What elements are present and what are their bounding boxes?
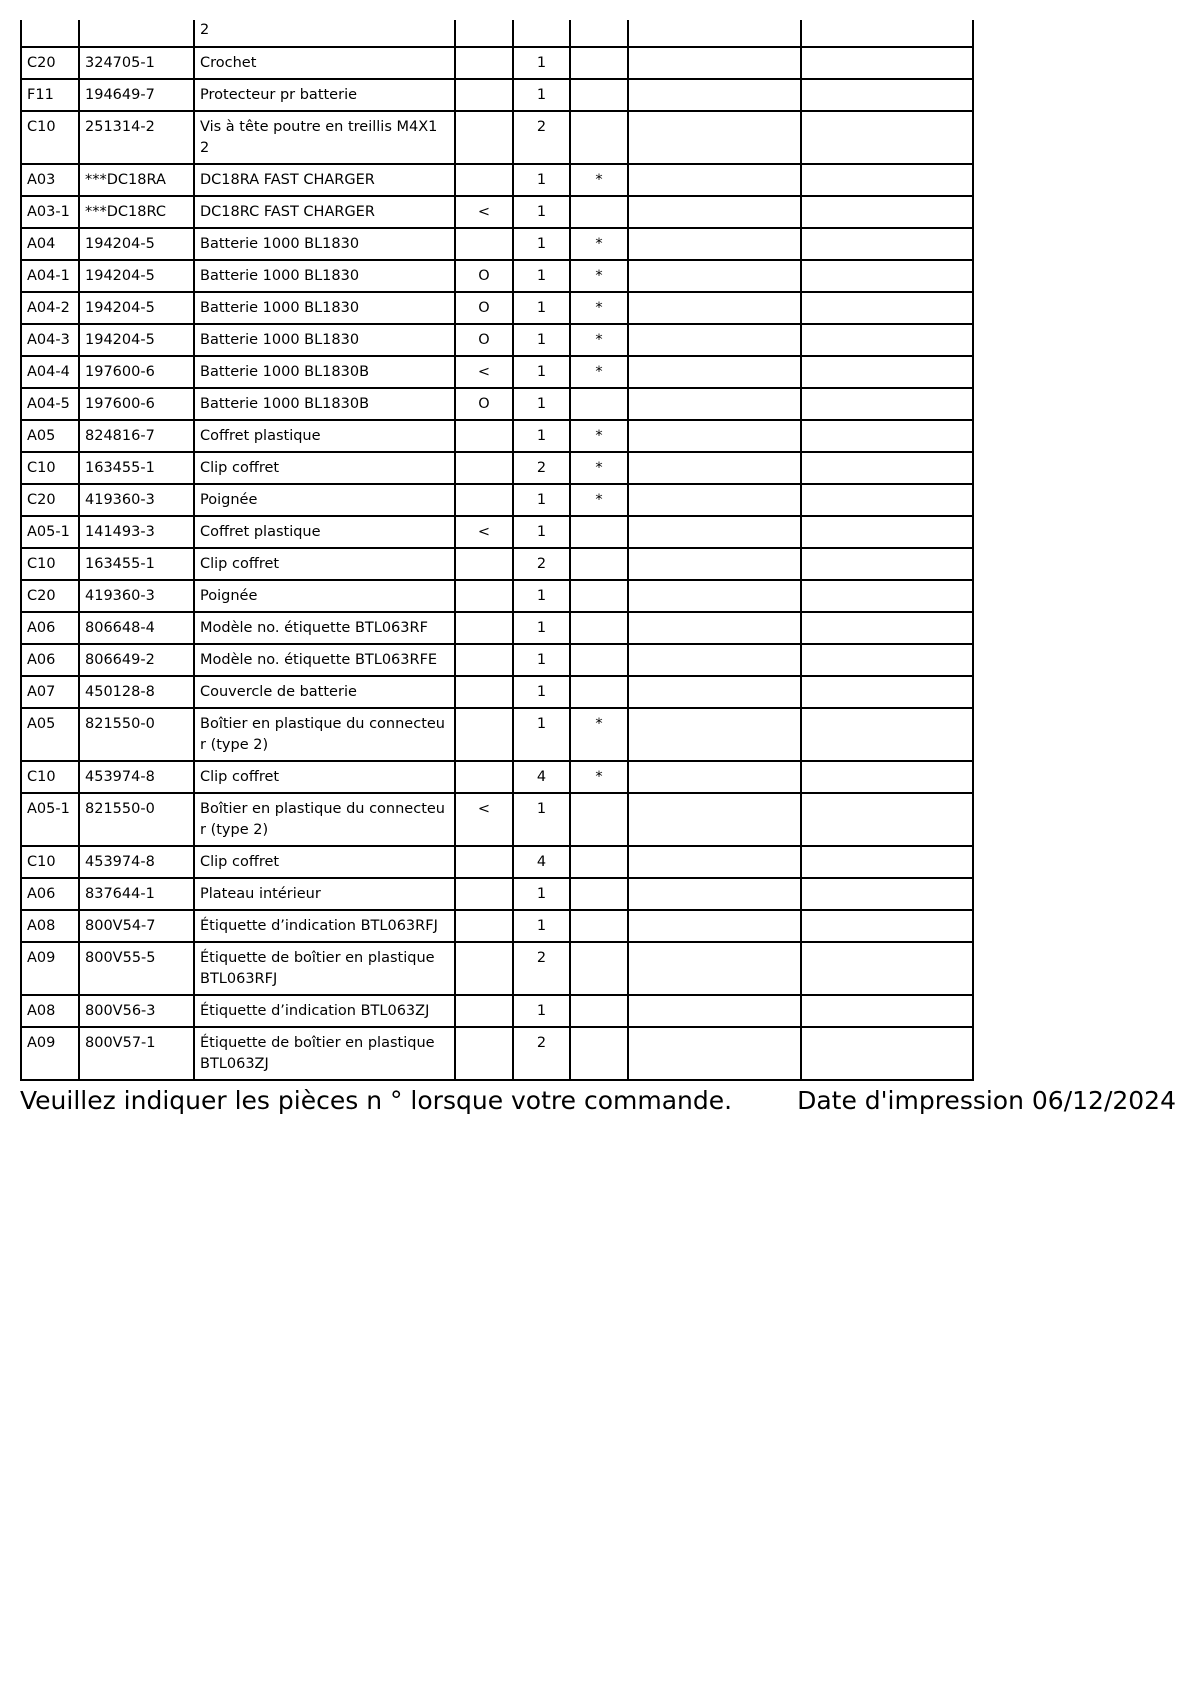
- cell-part-number: 824816-7: [79, 420, 194, 452]
- cell-note-mark: [570, 47, 628, 79]
- cell-ref-no: C10: [21, 548, 79, 580]
- cell-quantity: 1: [513, 516, 570, 548]
- cell-quantity: 1: [513, 708, 570, 761]
- cell-ref-no: C10: [21, 111, 79, 164]
- cell-note-mark: [570, 995, 628, 1027]
- cell-substitute: O: [455, 292, 513, 324]
- cell-ref-no: A05-1: [21, 516, 79, 548]
- cell-ref-no: A05: [21, 708, 79, 761]
- cell-empty: [801, 548, 973, 580]
- table-row: [21, 260, 973, 292]
- cell-empty: [628, 47, 801, 79]
- cell-substitute: [455, 164, 513, 196]
- cell-empty: [801, 761, 973, 793]
- cell-description: Clip coffret: [194, 548, 455, 580]
- cell-empty: [801, 228, 973, 260]
- cell-substitute: <: [455, 196, 513, 228]
- cell-substitute: O: [455, 260, 513, 292]
- cell-empty: [628, 388, 801, 420]
- cell-note-mark: *: [570, 356, 628, 388]
- cell-substitute: O: [455, 388, 513, 420]
- cell-quantity: 1: [513, 910, 570, 942]
- table-row: [21, 484, 973, 516]
- cell-empty: [628, 292, 801, 324]
- cell-description: Poignée: [194, 580, 455, 612]
- cell-note-mark: [570, 548, 628, 580]
- cell-substitute: [455, 484, 513, 516]
- cell-part-number: 453974-8: [79, 761, 194, 793]
- cell-note-mark: *: [570, 761, 628, 793]
- cell-empty: [628, 676, 801, 708]
- table-row: [21, 612, 973, 644]
- cell-empty: [801, 484, 973, 516]
- cell-quantity: 1: [513, 324, 570, 356]
- cell-substitute: [455, 846, 513, 878]
- parts-table: [20, 20, 974, 1081]
- table-row: [21, 420, 973, 452]
- cell-empty: [801, 356, 973, 388]
- cell-empty: [801, 910, 973, 942]
- cell-ref-no: A04-1: [21, 260, 79, 292]
- cell-description: Clip coffret: [194, 846, 455, 878]
- cell-description: Coffret plastique: [194, 420, 455, 452]
- cell-ref-no: A06: [21, 644, 79, 676]
- cell-substitute: [455, 452, 513, 484]
- cell-substitute: [455, 111, 513, 164]
- cell-substitute: <: [455, 516, 513, 548]
- cell-empty: [801, 580, 973, 612]
- cell-description: Crochet: [194, 47, 455, 79]
- cell-substitute: <: [455, 793, 513, 846]
- cell-description: Modèle no. étiquette BTL063RF: [194, 612, 455, 644]
- cell-quantity: 4: [513, 761, 570, 793]
- table-row: [21, 388, 973, 420]
- cell-quantity: 2: [513, 1027, 570, 1080]
- cell-note-mark: [570, 612, 628, 644]
- cell-empty: [801, 942, 973, 995]
- cell-description: Clip coffret: [194, 761, 455, 793]
- cell-empty: [628, 580, 801, 612]
- cell-quantity: 1: [513, 196, 570, 228]
- cell-empty: [801, 612, 973, 644]
- table-row: [21, 676, 973, 708]
- cell-empty: [801, 676, 973, 708]
- cell-part-number: 419360-3: [79, 484, 194, 516]
- cell-description: Batterie 1000 BL1830B: [194, 388, 455, 420]
- cell-ref-no: A08: [21, 995, 79, 1027]
- cell-quantity: 1: [513, 79, 570, 111]
- cell-note-mark: [570, 846, 628, 878]
- cell-empty: [628, 612, 801, 644]
- table-row: [21, 47, 973, 79]
- cell-substitute: [455, 580, 513, 612]
- cell-empty: [628, 228, 801, 260]
- cell-description: Batterie 1000 BL1830: [194, 260, 455, 292]
- cell-part-number: 806648-4: [79, 612, 194, 644]
- cell-description: Modèle no. étiquette BTL063RFE: [194, 644, 455, 676]
- cell-description: Étiquette d’indication BTL063RFJ: [194, 910, 455, 942]
- cell-note-mark: [570, 388, 628, 420]
- cell-ref-no: A06: [21, 612, 79, 644]
- cell-empty: [628, 846, 801, 878]
- cell-note-mark: [570, 1027, 628, 1080]
- cell-ref-no: A05: [21, 420, 79, 452]
- cell-ref-no: A04-4: [21, 356, 79, 388]
- cell-quantity: 1: [513, 995, 570, 1027]
- cell-empty: [628, 79, 801, 111]
- cell-substitute: [455, 878, 513, 910]
- cell-description: Batterie 1000 BL1830: [194, 292, 455, 324]
- cell-part-number: 163455-1: [79, 452, 194, 484]
- cell-substitute: [455, 761, 513, 793]
- cell-note-mark: [570, 196, 628, 228]
- cell-empty: [628, 708, 801, 761]
- cell-substitute: [455, 228, 513, 260]
- print-date: Date d'impression 06/12/2024: [797, 1086, 1176, 1115]
- table-row: [21, 846, 973, 878]
- cell-part-number: 837644-1: [79, 878, 194, 910]
- cell-empty: [801, 260, 973, 292]
- table-row: [21, 196, 973, 228]
- cell-substitute: [455, 79, 513, 111]
- cell-substitute: [455, 910, 513, 942]
- cell-description: Batterie 1000 BL1830B: [194, 356, 455, 388]
- cell-quantity: 1: [513, 228, 570, 260]
- cell-empty: [628, 1027, 801, 1080]
- cell-note-mark: *: [570, 164, 628, 196]
- table-row: [21, 79, 973, 111]
- cell-note-mark: *: [570, 260, 628, 292]
- cell-description: DC18RA FAST CHARGER: [194, 164, 455, 196]
- cell-quantity: 1: [513, 292, 570, 324]
- cell-empty: [628, 420, 801, 452]
- table-row: [21, 644, 973, 676]
- cell-empty: [801, 420, 973, 452]
- cell-empty: [513, 20, 570, 47]
- cell-empty: [801, 878, 973, 910]
- cell-empty: [628, 260, 801, 292]
- cell-quantity: 1: [513, 388, 570, 420]
- cell-substitute: [455, 708, 513, 761]
- cell-ref-no: A07: [21, 676, 79, 708]
- cell-part-number: 194204-5: [79, 260, 194, 292]
- cell-empty: [455, 20, 513, 47]
- cell-ref-no: A03: [21, 164, 79, 196]
- cell-empty: [628, 793, 801, 846]
- cell-ref-no: C20: [21, 47, 79, 79]
- cell-note-mark: *: [570, 228, 628, 260]
- cell-ref-no: A04: [21, 228, 79, 260]
- cell-part-number: ***DC18RA: [79, 164, 194, 196]
- cell-ref-no: F11: [21, 79, 79, 111]
- cell-part-number: 821550-0: [79, 793, 194, 846]
- cell-description: Plateau intérieur: [194, 878, 455, 910]
- cell-empty: [801, 995, 973, 1027]
- cell-part-number: 194204-5: [79, 324, 194, 356]
- cell-empty: [628, 548, 801, 580]
- cell-note-mark: *: [570, 708, 628, 761]
- table-row: [21, 516, 973, 548]
- cell-empty: [628, 356, 801, 388]
- cell-ref-no: A06: [21, 878, 79, 910]
- cell-part-number: 251314-2: [79, 111, 194, 164]
- cell-empty: [801, 20, 973, 47]
- cell-empty: [628, 644, 801, 676]
- table-row: [21, 548, 973, 580]
- cell-quantity: 1: [513, 793, 570, 846]
- cell-ref-no: A03-1: [21, 196, 79, 228]
- table-row: [21, 111, 973, 164]
- cell-empty: [628, 324, 801, 356]
- cell-note-mark: [570, 111, 628, 164]
- table-row: [21, 878, 973, 910]
- cell-quantity: 1: [513, 612, 570, 644]
- cell-quantity: 2: [513, 111, 570, 164]
- cell-ref-no: A09: [21, 942, 79, 995]
- cell-empty: [801, 164, 973, 196]
- cell-part-number: 800V56-3: [79, 995, 194, 1027]
- cell-substitute: [455, 420, 513, 452]
- cell-quantity: 1: [513, 676, 570, 708]
- cell-part-number: 806649-2: [79, 644, 194, 676]
- cell-description: Batterie 1000 BL1830: [194, 324, 455, 356]
- cell-empty: [628, 878, 801, 910]
- cell-empty: [79, 20, 194, 47]
- table-row: [21, 324, 973, 356]
- cell-ref-no: A04-2: [21, 292, 79, 324]
- cell-empty: [628, 516, 801, 548]
- cell-empty: [801, 1027, 973, 1080]
- cell-quantity: 4: [513, 846, 570, 878]
- cell-empty: [628, 761, 801, 793]
- cell-empty: [628, 196, 801, 228]
- table-row: [21, 761, 973, 793]
- cell-part-number: 141493-3: [79, 516, 194, 548]
- cell-part-number: 163455-1: [79, 548, 194, 580]
- cell-ref-no: A04-3: [21, 324, 79, 356]
- cell-part-number: 194649-7: [79, 79, 194, 111]
- cell-empty: [801, 516, 973, 548]
- order-instruction: Veuillez indiquer les pièces n ° lorsque votre commande.: [20, 1086, 733, 1115]
- cell-note-mark: [570, 910, 628, 942]
- cell-substitute: [455, 676, 513, 708]
- cell-empty: [628, 910, 801, 942]
- table-row: [21, 1027, 973, 1080]
- cell-note-mark: *: [570, 292, 628, 324]
- cell-empty: [628, 484, 801, 516]
- cell-note-mark: *: [570, 484, 628, 516]
- cell-empty: [801, 388, 973, 420]
- cell-note-mark: [570, 516, 628, 548]
- cell-part-number: 194204-5: [79, 292, 194, 324]
- cell-substitute: [455, 1027, 513, 1080]
- cell-description: Étiquette de boîtier en plastique BTL063ZJ: [194, 1027, 455, 1080]
- cell-empty: [801, 452, 973, 484]
- cell-description: Boîtier en plastique du connecteur (type 2): [194, 793, 455, 846]
- cell-quantity: 2: [513, 452, 570, 484]
- cell-empty: [628, 452, 801, 484]
- cell-quantity: 1: [513, 580, 570, 612]
- cell-description: Vis à tête poutre en treillis M4X1 2: [194, 111, 455, 164]
- cell-note-mark: [570, 644, 628, 676]
- cell-note-mark: *: [570, 324, 628, 356]
- cell-substitute: [455, 942, 513, 995]
- cell-ref-no: C10: [21, 846, 79, 878]
- cell-substitute: <: [455, 356, 513, 388]
- cell-empty: [628, 111, 801, 164]
- cell-quantity: 1: [513, 260, 570, 292]
- cell-quantity: 1: [513, 420, 570, 452]
- cell-empty: [570, 20, 628, 47]
- cell-ref-no: C20: [21, 580, 79, 612]
- cell-description: Poignée: [194, 484, 455, 516]
- cell-empty: [628, 995, 801, 1027]
- cell-note-mark: [570, 942, 628, 995]
- cell-empty: [801, 644, 973, 676]
- cell-part-number: 800V57-1: [79, 1027, 194, 1080]
- table-row: [21, 356, 973, 388]
- table-row: [21, 910, 973, 942]
- cell-empty: [801, 111, 973, 164]
- cell-quantity: 1: [513, 47, 570, 79]
- cell-description: Clip coffret: [194, 452, 455, 484]
- cell-description: DC18RC FAST CHARGER: [194, 196, 455, 228]
- table-row: [21, 228, 973, 260]
- table-row: [21, 942, 973, 995]
- cell-substitute: [455, 644, 513, 676]
- table-row: [21, 708, 973, 761]
- cell-ref-no: A08: [21, 910, 79, 942]
- parts-table-body: [21, 20, 973, 1080]
- cell-note-mark: [570, 793, 628, 846]
- cell-ref-no: A05-1: [21, 793, 79, 846]
- cell-description: Boîtier en plastique du connecteur (type 2): [194, 708, 455, 761]
- cell-description: 2: [194, 20, 455, 47]
- cell-note-mark: *: [570, 452, 628, 484]
- cell-part-number: 197600-6: [79, 388, 194, 420]
- cell-part-number: 800V54-7: [79, 910, 194, 942]
- table-row: [21, 452, 973, 484]
- cell-part-number: 453974-8: [79, 846, 194, 878]
- cell-substitute: [455, 612, 513, 644]
- cell-note-mark: *: [570, 420, 628, 452]
- cell-ref-no: A04-5: [21, 388, 79, 420]
- cell-part-number: 197600-6: [79, 356, 194, 388]
- cell-description: Couvercle de batterie: [194, 676, 455, 708]
- cell-empty: [801, 708, 973, 761]
- cell-description: Étiquette d’indication BTL063ZJ: [194, 995, 455, 1027]
- cell-quantity: 1: [513, 644, 570, 676]
- cell-part-number: 194204-5: [79, 228, 194, 260]
- cell-note-mark: [570, 676, 628, 708]
- cell-quantity: 2: [513, 942, 570, 995]
- cell-note-mark: [570, 79, 628, 111]
- cell-description: Protecteur pr batterie: [194, 79, 455, 111]
- cell-empty: [801, 79, 973, 111]
- cell-description: Étiquette de boîtier en plastique BTL063RFJ: [194, 942, 455, 995]
- cell-empty: [628, 942, 801, 995]
- cell-part-number: 450128-8: [79, 676, 194, 708]
- cell-empty: [801, 47, 973, 79]
- cell-note-mark: [570, 878, 628, 910]
- table-row: [21, 580, 973, 612]
- cell-empty: [801, 793, 973, 846]
- cell-quantity: 1: [513, 878, 570, 910]
- cell-empty: [801, 324, 973, 356]
- cell-empty: [628, 164, 801, 196]
- cell-part-number: 800V55-5: [79, 942, 194, 995]
- cell-ref-no: C10: [21, 452, 79, 484]
- cell-quantity: 2: [513, 548, 570, 580]
- table-row: [21, 292, 973, 324]
- cell-empty: [801, 196, 973, 228]
- table-row: [21, 164, 973, 196]
- cell-substitute: [455, 548, 513, 580]
- cell-ref-no: C20: [21, 484, 79, 516]
- table-row: [21, 793, 973, 846]
- cell-empty: [801, 846, 973, 878]
- cell-description: Batterie 1000 BL1830: [194, 228, 455, 260]
- cell-part-number: ***DC18RC: [79, 196, 194, 228]
- cell-empty: [21, 20, 79, 47]
- cell-empty: [801, 292, 973, 324]
- cell-note-mark: [570, 580, 628, 612]
- cell-ref-no: A09: [21, 1027, 79, 1080]
- cell-part-number: 821550-0: [79, 708, 194, 761]
- table-row: [21, 995, 973, 1027]
- cell-substitute: O: [455, 324, 513, 356]
- continuation-row: [21, 20, 973, 47]
- cell-empty: [628, 20, 801, 47]
- cell-part-number: 419360-3: [79, 580, 194, 612]
- cell-ref-no: C10: [21, 761, 79, 793]
- cell-quantity: 1: [513, 484, 570, 516]
- cell-description: Coffret plastique: [194, 516, 455, 548]
- cell-part-number: 324705-1: [79, 47, 194, 79]
- cell-substitute: [455, 995, 513, 1027]
- cell-quantity: 1: [513, 356, 570, 388]
- cell-quantity: 1: [513, 164, 570, 196]
- cell-substitute: [455, 47, 513, 79]
